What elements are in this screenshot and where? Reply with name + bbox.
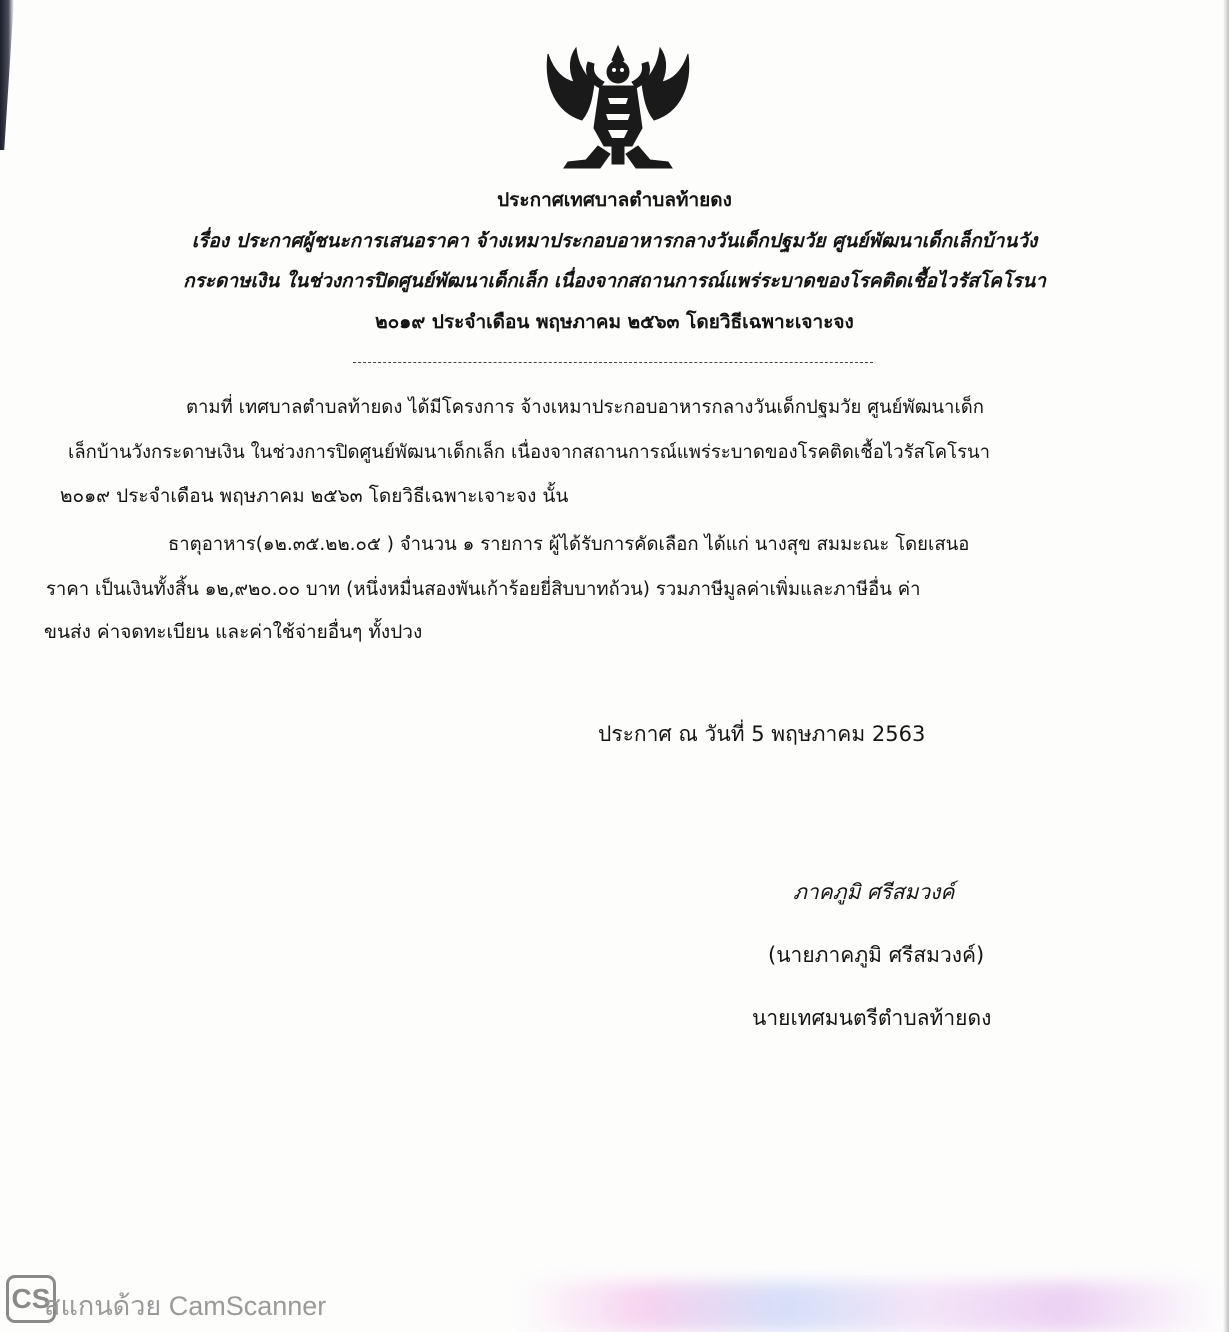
- dashed-divider: [353, 362, 873, 363]
- camscanner-logo: CS: [6, 1275, 56, 1323]
- scan-shadow-left: [0, 0, 14, 150]
- announcement-date: ประกาศ ณ วันที่ 5 พฤษภาคม 2563: [598, 722, 926, 746]
- signer-position: นายเทศมนตรีตำบลท้ายดง: [752, 1006, 992, 1030]
- scan-artifact: [520, 1282, 1220, 1332]
- subject-line-3: ๒๐๑๙ ประจำเดือน พฤษภาคม ๒๕๖๓ โดยวิธีเฉพาะเจาะจง: [375, 311, 854, 333]
- para1-line-3: ๒๐๑๙ ประจำเดือน พฤษภาคม ๒๕๖๓ โดยวิธีเฉพาะเจาะจง นั้น: [60, 485, 569, 507]
- para2-line-3: ขนส่ง ค่าจดทะเบียน และค่าใช้จ่ายอื่นๆ ทั้งปวง: [44, 621, 423, 643]
- subject-line-1: เรื่อง ประกาศผู้ชนะการเสนอราคา จ้างเหมาประกอบอาหารกลางวันเด็กปฐมวัย ศูนย์พัฒนาเด็กเล็กบ้านวัง: [191, 230, 1038, 252]
- signed-name: ภาคภูมิ ศรีสมวงค์: [793, 880, 955, 904]
- camscanner-watermark: สแกนด้วย CamScanner: [44, 1291, 327, 1321]
- para2-line-1: ธาตุอาหาร(๑๒.๓๕.๒๒.๐๕ ) จำนวน ๑ รายการ ผู้ได้รับการคัดเลือก ได้แก่ นางสุข สมมะณะ โดยเสนอ: [168, 534, 970, 555]
- issuer-title: ประกาศเทศบาลตำบลท้ายดง: [497, 189, 732, 211]
- subject-line-2: กระดาษเงิน ในช่วงการปิดศูนย์พัฒนาเด็กเล็ก เนื่องจากสถานการณ์แพร่ระบาดของโรคติดเชื้อไวรัสโคโรนา: [183, 270, 1046, 292]
- garuda-emblem-icon: [538, 42, 698, 174]
- para2-line-2: ราคา เป็นเงินทั้งสิ้น ๑๒,๙๒๐.๐๐ บาท (หนึ่งหมื่นสองพันเก้าร้อยยี่สิบบาทถ้วน) รวมภาษีมูลค่าเพิ่มและภาษีอื่น ค่า: [46, 579, 921, 600]
- signer-full-name: (นายภาคภูมิ ศรีสมวงค์): [768, 943, 985, 967]
- para1-line-2: เล็กบ้านวังกระดาษเงิน ในช่วงการปิดศูนย์พัฒนาเด็กเล็ก เนื่องจากสถานการณ์แพร่ระบาดของโรคติดเชื้อไวรัสโคโรนา: [68, 442, 991, 463]
- para1-line-1: ตามที่ เทศบาลตำบลท้ายดง ได้มีโครงการ จ้างเหมาประกอบอาหารกลางวันเด็กปฐมวัย ศูนย์พัฒนาเด็ก: [186, 397, 984, 418]
